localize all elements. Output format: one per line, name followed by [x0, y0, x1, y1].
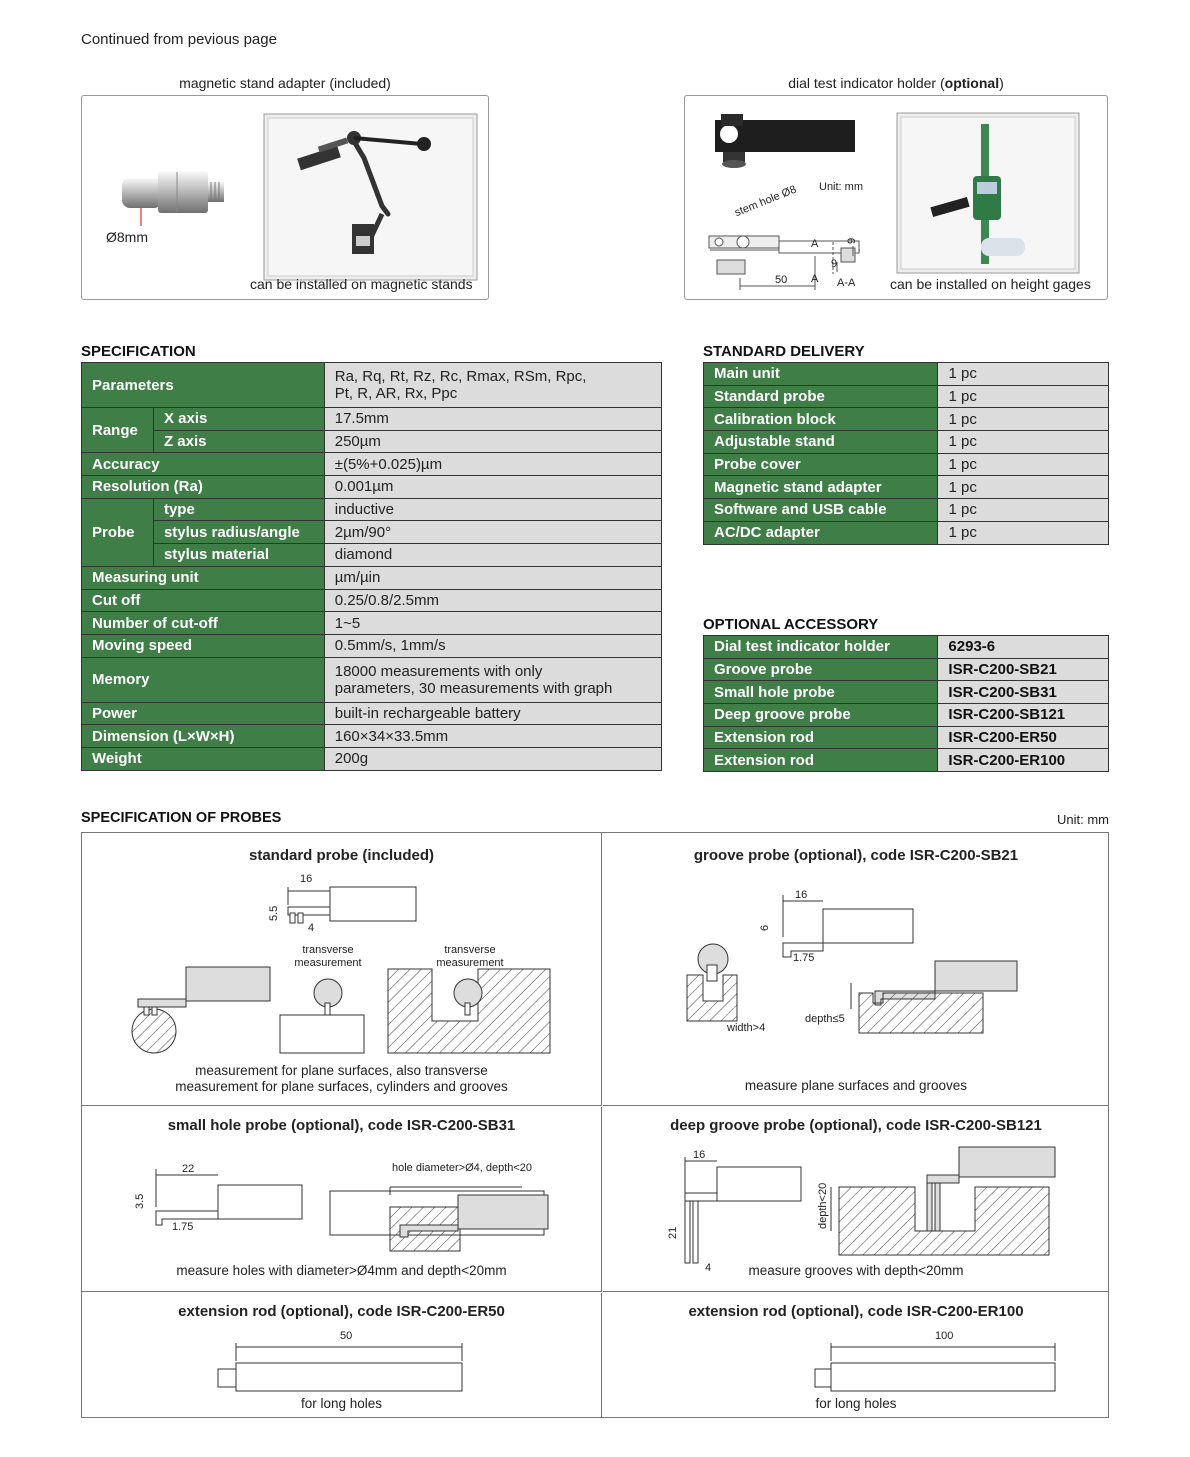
spec-row-cutoff [82, 589, 662, 612]
spec-value-memory: 18000 measurements with only parameters, 30 measurements with graph [324, 657, 661, 702]
probes-grid [81, 832, 1109, 1418]
std-dim-55: 5.5 [268, 905, 280, 921]
accessory-code: 6293-6 [938, 636, 1109, 659]
accessory-item: Dial test indicator holder [704, 636, 938, 659]
magnetic-adapter-panel [81, 95, 489, 300]
small-hole-dim-175: 1.75 [172, 1221, 194, 1233]
delivery-row [704, 499, 1109, 522]
groove-probe-drawing [603, 833, 1109, 1106]
adapter-hex [158, 171, 208, 213]
delivery-item: Calibration block [704, 408, 938, 431]
spec-row-speed [82, 634, 662, 657]
spec-value-x-axis: 17.5mm [324, 408, 661, 431]
accessory-code: ISR-C200-ER50 [938, 726, 1109, 749]
accessory-item: Deep groove probe [704, 704, 938, 727]
groove-width-label: width>4 [727, 1022, 766, 1034]
spec-row-x-axis [82, 408, 662, 431]
spec-value-probe-type: inductive [324, 498, 661, 521]
section-a-top: A [811, 238, 819, 250]
delivery-qty: 1 pc [938, 408, 1109, 431]
delivery-qty: 1 pc [938, 453, 1109, 476]
spec-label-stylus-material: stylus material [153, 544, 324, 567]
spec-row-probe-type [82, 498, 662, 521]
accessory-code: ISR-C200-SB121 [938, 704, 1109, 727]
spec-value-speed: 0.5mm/s, 1mm/s [324, 634, 661, 657]
spec-value-power: built-in rechargeable battery [324, 702, 661, 725]
groove-depth-label: depth≤5 [805, 1013, 845, 1025]
probe-title-ext100: extension rod (optional), code ISR-C200-ER100 [688, 1303, 1024, 1320]
specification-title: SPECIFICATION [81, 343, 196, 360]
probe-cell-standard [82, 833, 602, 1106]
std-transverse-2: transverse measurement [436, 944, 504, 969]
spec-value-num-cutoff: 1~5 [324, 612, 661, 635]
std-dim-16: 16 [300, 873, 313, 885]
probe-cell-groove [603, 833, 1109, 1106]
adapter-diameter-label: Ø8mm [106, 229, 148, 245]
spec-row-measuring-unit [82, 566, 662, 589]
deep-groove-note: measure grooves with depth<20mm [748, 1263, 964, 1278]
accessory-row [704, 726, 1109, 749]
accessory-code: ISR-C200-SB21 [938, 658, 1109, 681]
delivery-qty: 1 pc [938, 521, 1109, 544]
deep-dim-4: 4 [705, 1262, 712, 1274]
probe-cell-small-hole [82, 1107, 602, 1292]
probe-cell-ext50 [82, 1293, 602, 1417]
spec-row-weight [82, 747, 662, 770]
magnetic-adapter-note: can be installed on magnetic stands [250, 276, 473, 292]
spec-label-speed: Moving speed [82, 634, 325, 657]
groove-dim-175: 1.75 [793, 952, 815, 964]
spec-label-dimension: Dimension (L×W×H) [82, 725, 325, 748]
delivery-row [704, 408, 1109, 431]
delivery-row [704, 521, 1109, 544]
std-transverse-1: transverse measurement [294, 944, 362, 969]
delivery-row [704, 431, 1109, 454]
probe-title-ext50: extension rod (optional), code ISR-C200-ER50 [178, 1303, 505, 1320]
spec-label-stylus-radius: stylus radius/angle [153, 521, 324, 544]
spec-row-power [82, 702, 662, 725]
spec-label-range: Range [82, 408, 154, 453]
small-hole-diameter-label: hole diameter>Ø4, depth<20 [392, 1162, 533, 1174]
spec-value-measuring-unit: µm/µin [324, 566, 661, 589]
spec-label-weight: Weight [82, 747, 325, 770]
probe-cell-deep-groove [603, 1107, 1109, 1292]
delivery-item: Magnetic stand adapter [704, 476, 938, 499]
spec-value-weight: 200g [324, 747, 661, 770]
accessory-item: Extension rod [704, 726, 938, 749]
adapter-body [122, 178, 162, 208]
small-hole-dim-35: 3.5 [134, 1193, 146, 1209]
spec-label-probe: Probe [82, 498, 154, 566]
optional-accessory-title: OPTIONAL ACCESSORY [703, 616, 879, 633]
ext50-dim: 50 [340, 1330, 353, 1342]
spec-value-z-axis: 250µm [324, 430, 661, 453]
ext50-note: for long holes [300, 1396, 383, 1411]
deep-dim-16: 16 [693, 1149, 706, 1161]
spec-value-accuracy: ±(5%+0.025)µm [324, 453, 661, 476]
accessory-row [704, 658, 1109, 681]
spec-value-resolution: 0.001µm [324, 476, 661, 499]
spec-label-power: Power [82, 702, 325, 725]
accessory-code: ISR-C200-ER100 [938, 749, 1109, 772]
spec-value-stylus-radius: 2µm/90° [324, 521, 661, 544]
probes-title: SPECIFICATION OF PROBES [81, 810, 282, 826]
groove-dim-6: 6 [759, 924, 771, 931]
std-note: measurement for plane surfaces, also transverse measurement for plane surfaces, cylinders and grooves [175, 1063, 508, 1094]
groove-dim-16: 16 [795, 889, 808, 901]
spec-label-memory: Memory [82, 657, 325, 702]
spec-row-parameters [82, 363, 662, 408]
accessory-item: Small hole probe [704, 681, 938, 704]
accessory-row [704, 704, 1109, 727]
spec-row-z-axis [82, 430, 662, 453]
probe-title-small-hole: small hole probe (optional), code ISR-C200-SB31 [167, 1117, 516, 1134]
delivery-qty: 1 pc [938, 363, 1109, 386]
magnetic-adapter-caption: magnetic stand adapter (included) [179, 75, 391, 91]
accessory-code: ISR-C200-SB31 [938, 681, 1109, 704]
spec-row-stylus-radius [82, 521, 662, 544]
section-a-bottom: A [811, 273, 819, 285]
probe-title-groove: groove probe (optional), code ISR-C200-SB21 [693, 847, 1019, 864]
spec-label-parameters: Parameters [82, 363, 325, 408]
delivery-row [704, 385, 1109, 408]
deep-dim-21: 21 [667, 1226, 679, 1239]
delivery-item: AC/DC adapter [704, 521, 938, 544]
continued-note: Continued from pevious page [81, 31, 277, 48]
dim-9-left: 9 [831, 258, 838, 270]
optional-accessory-table [703, 635, 1109, 772]
dial-holder-caption: dial test indicator holder (optional) [788, 75, 1004, 91]
delivery-qty: 1 pc [938, 431, 1109, 454]
spec-label-x-axis: X axis [153, 408, 324, 431]
small-hole-dim-22: 22 [182, 1163, 195, 1175]
standard-delivery-table [703, 362, 1109, 545]
dial-holder-panel [684, 95, 1108, 300]
groove-note: measure plane surfaces and grooves [744, 1078, 968, 1093]
accessory-item: Groove probe [704, 658, 938, 681]
spec-value-dimension: 160×34×33.5mm [324, 725, 661, 748]
delivery-item: Main unit [704, 363, 938, 386]
spec-value-cutoff: 0.25/0.8/2.5mm [324, 589, 661, 612]
delivery-item: Software and USB cable [704, 499, 938, 522]
probe-title-standard: standard probe (included) [248, 847, 434, 864]
spec-value-stylus-material: diamond [324, 544, 661, 567]
spec-value-parameters: Ra, Rq, Rt, Rz, Rc, Rmax, RSm, Rpc, Pt, R, AR, Rx, Ppc [324, 363, 661, 408]
dial-holder-image [685, 96, 1107, 299]
standard-delivery-title: STANDARD DELIVERY [703, 343, 865, 360]
delivery-qty: 1 pc [938, 385, 1109, 408]
spec-row-accuracy [82, 453, 662, 476]
accessory-row [704, 681, 1109, 704]
stem-hole-label: stem hole Ø8 [733, 183, 799, 220]
spec-label-probe-type: type [153, 498, 324, 521]
delivery-item: Probe cover [704, 453, 938, 476]
delivery-item: Standard probe [704, 385, 938, 408]
spec-label-resolution: Resolution (Ra) [82, 476, 325, 499]
delivery-item: Adjustable stand [704, 431, 938, 454]
accessory-item: Extension rod [704, 749, 938, 772]
small-hole-note: measure holes with diameter>Ø4mm and depth<20mm [176, 1263, 507, 1278]
probe-cell-ext100 [603, 1293, 1109, 1417]
spec-row-num-cutoff [82, 612, 662, 635]
spec-label-measuring-unit: Measuring unit [82, 566, 325, 589]
probe-title-deep-groove: deep groove probe (optional), code ISR-C200-SB121 [670, 1117, 1042, 1134]
delivery-row [704, 453, 1109, 476]
section-aa-label: A-A [837, 277, 856, 289]
delivery-qty: 1 pc [938, 499, 1109, 522]
dial-holder-note: can be installed on height gages [890, 276, 1091, 292]
spec-row-memory [82, 657, 662, 702]
deep-depth-label: depth<20 [817, 1182, 829, 1229]
dial-unit-label: Unit: mm [819, 181, 863, 193]
spec-row-dimension [82, 725, 662, 748]
ext100-note: for long holes [815, 1396, 897, 1411]
accessory-row [704, 636, 1109, 659]
dim-9-right: 9 [846, 237, 858, 244]
specification-table [81, 362, 662, 771]
spec-row-stylus-material [82, 544, 662, 567]
delivery-row [704, 476, 1109, 499]
delivery-row [704, 363, 1109, 386]
delivery-qty: 1 pc [938, 476, 1109, 499]
ext100-dim: 100 [935, 1330, 954, 1342]
spec-row-resolution [82, 476, 662, 499]
std-dim-4: 4 [308, 922, 315, 934]
spec-label-num-cutoff: Number of cut-off [82, 612, 325, 635]
accessory-row [704, 749, 1109, 772]
probes-unit: Unit: mm [1057, 812, 1109, 827]
spec-label-accuracy: Accuracy [82, 453, 325, 476]
magnetic-adapter-image [82, 96, 488, 299]
dim-50-label: 50 [775, 274, 788, 286]
spec-label-cutoff: Cut off [82, 589, 325, 612]
spec-label-z-axis: Z axis [153, 430, 324, 453]
